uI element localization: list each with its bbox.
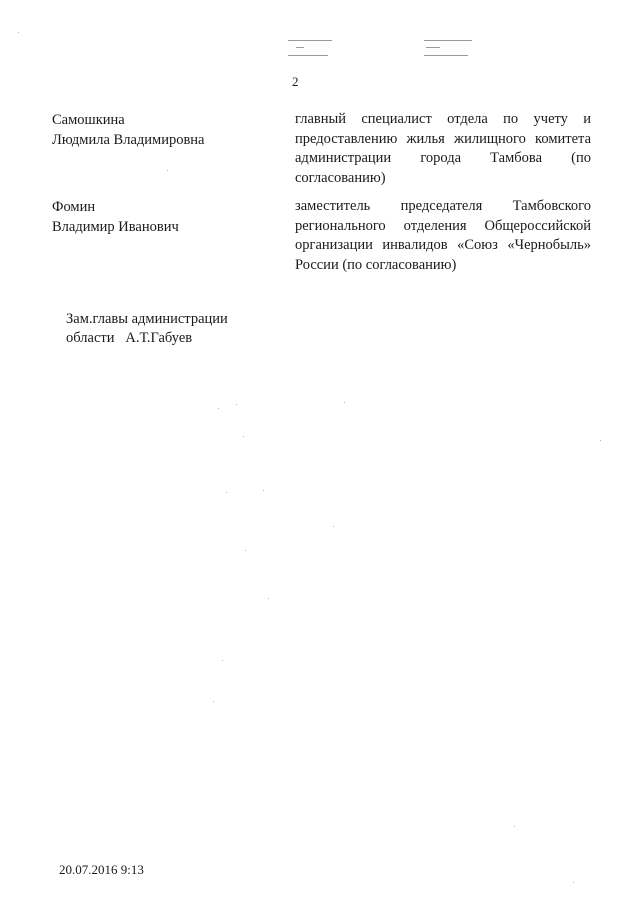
member-role: заместитель председателя Тамбовского регионального отделения Общероссийской организации инвалидов «Союз «Чернобыль» России (по согласованию) [295, 198, 591, 273]
member-surname: Самошкина [52, 112, 125, 128]
member-name [52, 197, 272, 237]
member-given-names: Людмила Владимировна [52, 132, 205, 148]
member-given-names: Владимир Иванович [52, 219, 179, 235]
print-timestamp: 20.07.2016 9:13 [59, 862, 144, 877]
member-name [52, 110, 272, 150]
signatory-title: Зам.главы администрации [66, 311, 228, 327]
page-number: 2 [292, 74, 299, 89]
member-role: главный специалист отдела по учету и предоставлению жилья жилищного комитета администрации города Тамбова (по согласованию) [295, 111, 591, 186]
signature-block [66, 310, 228, 348]
signatory-name: области А.Т.Габуев [66, 330, 193, 346]
member-surname: Фомин [52, 199, 96, 215]
